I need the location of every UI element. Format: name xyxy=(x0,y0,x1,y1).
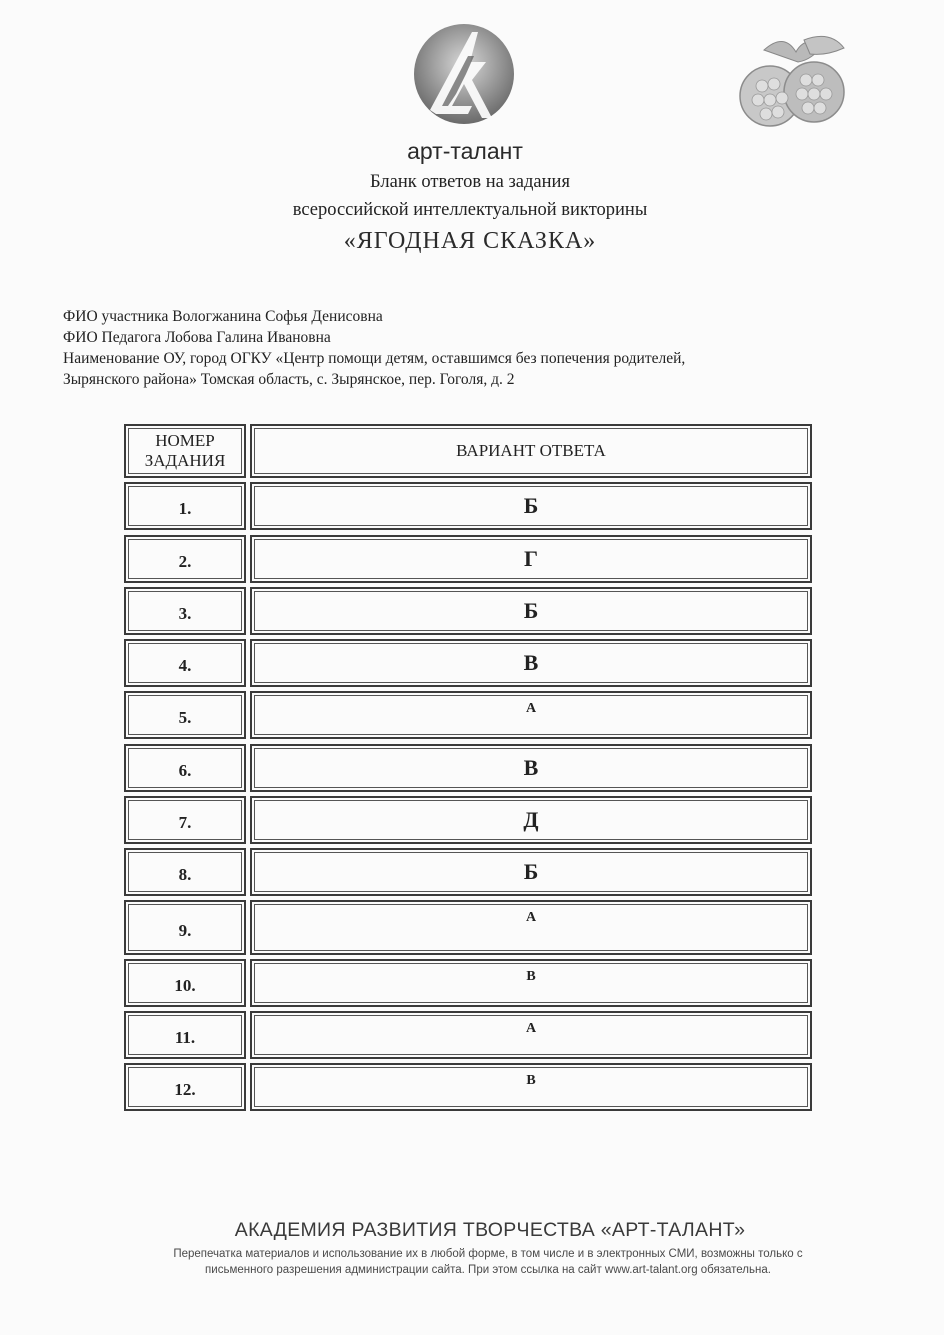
task-number: 6. xyxy=(124,744,246,792)
table-row xyxy=(124,1011,814,1059)
table-row xyxy=(124,482,814,530)
header-answer-option: ВАРИАНТ ОТВЕТА xyxy=(250,424,812,478)
participant-info xyxy=(63,306,843,390)
answer-cell: В xyxy=(250,639,812,687)
task-number: 8. xyxy=(124,848,246,896)
title-line-2: всероссийской интеллектуальной викторины xyxy=(292,200,648,220)
organization-line-2: Зырянского района» Томская область, с. Зырянское, пер. Гоголя, д. 2 xyxy=(63,371,515,388)
table-row xyxy=(124,691,814,739)
answer-cell: А xyxy=(250,1011,812,1059)
table-row xyxy=(124,796,814,844)
task-number: 4. xyxy=(124,639,246,687)
answer-cell: Б xyxy=(250,848,812,896)
task-number: 9. xyxy=(124,900,246,955)
table-row xyxy=(124,535,814,583)
task-number: 10. xyxy=(124,959,246,1007)
task-number: 5. xyxy=(124,691,246,739)
answer-cell: Б xyxy=(250,587,812,635)
table-row xyxy=(124,639,814,687)
task-number: 7. xyxy=(124,796,246,844)
answer-cell: Д xyxy=(250,796,812,844)
answer-cell: А xyxy=(250,900,812,955)
brand-name: арт-талант xyxy=(407,138,523,164)
table-row xyxy=(124,1063,814,1111)
table-row xyxy=(124,848,814,896)
header-task-number: НОМЕР ЗАДАНИЯ xyxy=(124,424,246,478)
organization-line-1: Наименование ОУ, город ОГКУ «Центр помощи детям, оставшимся без попечения родителей, xyxy=(63,350,686,367)
answer-cell: А xyxy=(250,691,812,739)
answer-cell: В xyxy=(250,1063,812,1111)
task-number: 11. xyxy=(124,1011,246,1059)
quiz-title: «ЯГОДНАЯ СКАЗКА» xyxy=(343,228,597,254)
answer-cell: В xyxy=(250,744,812,792)
title-line-1: Бланк ответов на задания xyxy=(370,172,570,192)
teacher-name: ФИО Педагога Лобова Галина Ивановна xyxy=(63,329,331,346)
participant-name: ФИО участника Вологжанина Софья Денисовна xyxy=(63,308,383,325)
answer-cell: В xyxy=(250,959,812,1007)
footer-title: АКАДЕМИЯ РАЗВИТИЯ ТВОРЧЕСТВА «АРТ-ТАЛАНТ» xyxy=(234,1219,746,1241)
answer-cell: Б xyxy=(250,482,812,530)
answer-cell: Г xyxy=(250,535,812,583)
footer-copyright: Перепечатка материалов и использование их в любой форме, в том числе и в электронных СМИ, возможны только с письменного разрешения администрации сайта. При этом ссылка на сайт www.art-talant.org обязательна. xyxy=(173,1248,803,1276)
raspberry-image-icon xyxy=(734,30,858,140)
task-number: 3. xyxy=(124,587,246,635)
task-number: 12. xyxy=(124,1063,246,1111)
table-row xyxy=(124,744,814,792)
art-talant-logo-icon xyxy=(412,22,516,126)
table-row xyxy=(124,587,814,635)
task-number: 2. xyxy=(124,535,246,583)
table-row xyxy=(124,900,814,955)
table-row xyxy=(124,959,814,1007)
task-number: 1. xyxy=(124,482,246,530)
table-header-row xyxy=(124,424,814,478)
